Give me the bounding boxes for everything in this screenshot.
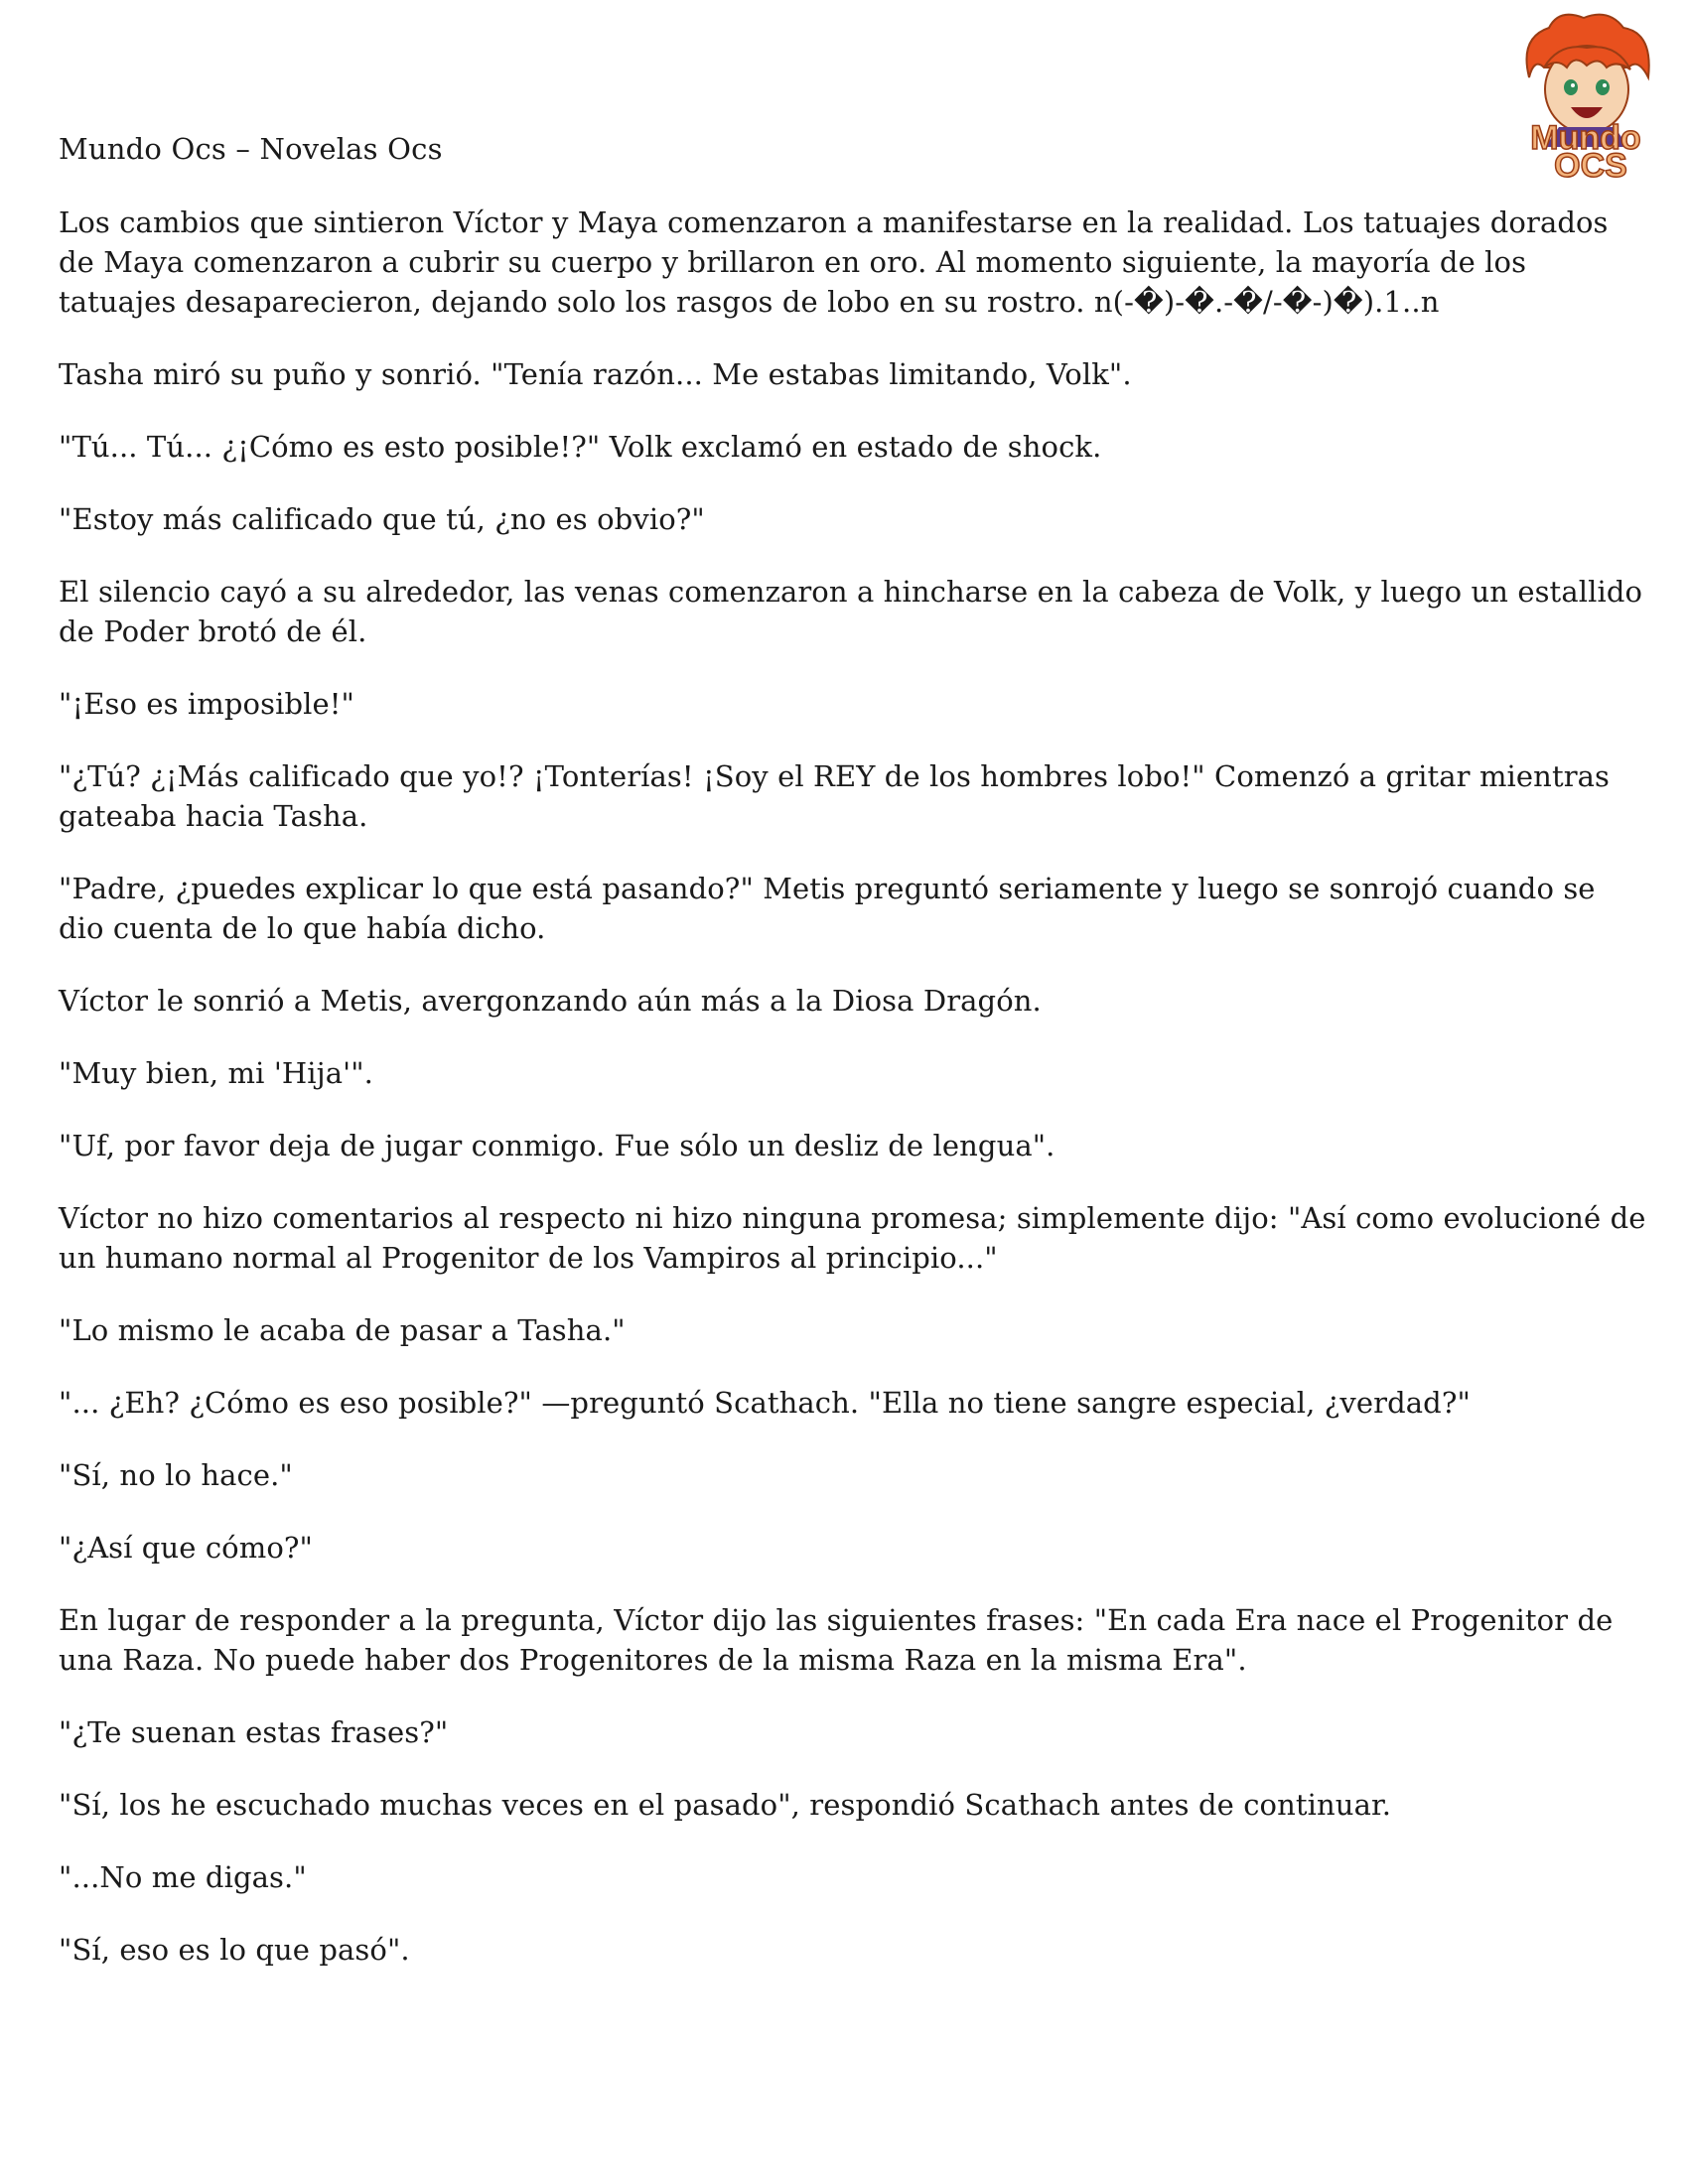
paragraph: "Lo mismo le acaba de pasar a Tasha." bbox=[59, 1313, 626, 1347]
paragraph: El silencio cayó a su alrededor, las venas comenzaron a hincharse en la cabeza de Volk, y luego un estallido de Poder brotó de él. bbox=[59, 575, 1643, 648]
paragraph: "Sí, eso es lo que pasó". bbox=[59, 1933, 410, 1967]
paragraph: "¿Te suenan estas frases?" bbox=[59, 1715, 449, 1749]
page-header-title: Mundo Ocs – Novelas Ocs bbox=[59, 132, 443, 166]
paragraph: En lugar de responder a la pregunta, Víctor dijo las siguientes frases: "En cada Era nace el Progenitor de una Raza. No puede haber dos Progenitores de la misma Raza en la misma Era". bbox=[59, 1603, 1614, 1677]
story-body bbox=[59, 203, 1647, 2002]
paragraph: "Estoy más calificado que tú, ¿no es obvio?" bbox=[59, 502, 705, 536]
paragraph: "Sí, los he escuchado muchas veces en el pasado", respondió Scathach antes de continuar. bbox=[59, 1788, 1392, 1822]
paragraph: Los cambios que sintieron Víctor y Maya comenzaron a manifestarse en la realidad. Los tatuajes dorados de Maya comenzaron a cubrir su cuerpo y brillaron en oro. Al momento siguiente, la mayoría de los tatuajes desaparecieron, dejando solo los rasgos de lobo en su rostro. n(-�)-�.-�/-�-)�).1..n bbox=[59, 205, 1609, 319]
paragraph: "...No me digas." bbox=[59, 1860, 307, 1894]
paragraph: "Padre, ¿puedes explicar lo que está pasando?" Metis preguntó seriamente y luego se sonrojó cuando se dio cuenta de lo que había dicho. bbox=[59, 872, 1596, 945]
paragraph: "¿Así que cómo?" bbox=[59, 1531, 313, 1565]
paragraph: "Sí, no lo hace." bbox=[59, 1458, 293, 1492]
paragraph: "¡Eso es imposible!" bbox=[59, 687, 354, 721]
paragraph: Tasha miró su puño y sonrió. "Tenía razón... Me estabas limitando, Volk". bbox=[59, 357, 1132, 391]
mundo-ocs-logo-icon bbox=[1489, 8, 1683, 182]
paragraph: "¿Tú? ¿¡Más calificado que yo!? ¡Tonterías! ¡Soy el REY de los hombres lobo!" Comenzó a gritar mientras gateaba hacia Tasha. bbox=[59, 759, 1611, 833]
paragraph: Víctor no hizo comentarios al respecto ni hizo ninguna promesa; simplemente dijo: "Así como evolucioné de un humano normal al Progenitor de los Vampiros al principio..." bbox=[59, 1201, 1646, 1275]
paragraph: "Muy bien, mi 'Hija'". bbox=[59, 1056, 373, 1090]
svg-text:Mundo: Mundo bbox=[1530, 119, 1641, 157]
paragraph: "Uf, por favor deja de jugar conmigo. Fue sólo un desliz de lengua". bbox=[59, 1129, 1055, 1162]
paragraph: Víctor le sonrió a Metis, avergonzando aún más a la Diosa Dragón. bbox=[59, 984, 1042, 1018]
paragraph: "... ¿Eh? ¿Cómo es eso posible?" —preguntó Scathach. "Ella no tiene sangre especial, ¿verdad?" bbox=[59, 1386, 1471, 1420]
paragraph: "Tú... Tú... ¿¡Cómo es esto posible!?" Volk exclamó en estado de shock. bbox=[59, 430, 1102, 464]
svg-text:OCS: OCS bbox=[1554, 147, 1627, 182]
